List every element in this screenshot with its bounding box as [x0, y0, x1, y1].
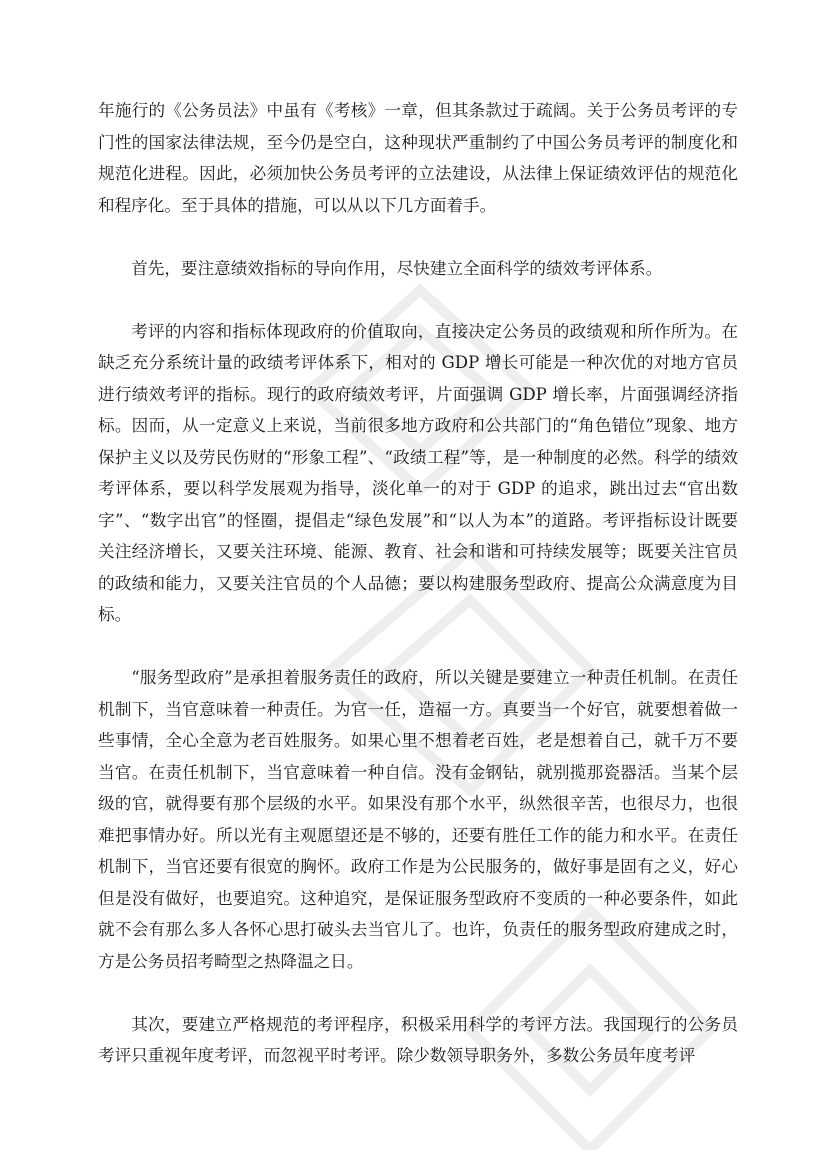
paragraph-evaluation-indicators: 考评的内容和指标体现政府的价值取向，直接决定公务员的政绩观和所作所为。在缺乏充分系统计量的政绩考评体系下，相对的 GDP 增长可能是一种次优的对地方官员进行绩效考评的指标。现行的政府绩效考评，片面强调 GDP 增长率，片面强调经济指标。因而，从一定意义上来说，当前很多地方政府和公共部门的“角色错位”现象、地方保护主义以及劳民伤财的“形象工程”、“政绩工程”等，是一种制度的必然。科学的绩效考评体系，要以科学发展观为指导，淡化单一的对于 GDP 的追求，跳出过去“官出数字”、“数字出官”的怪圈，提倡走“绿色发展”和“以人为本”的道路。考评指标设计既要关注经济增长，又要关注环境、能源、教育、社会和谐和可持续发展等；既要关注官员的政绩和能力，又要关注官员的个人品德；要以构建服务型政府、提高公众满意度为目标。 — [98, 321, 738, 624]
paragraph-second-measure: 其次，要建立严格规范的考评程序，积极采用科学的考评方法。我国现行的公务员考评只重视年度考评，而忽视平时考评。除少数领导职务外，多数公务员年度考评 — [98, 1014, 738, 1065]
paragraph-service-government: “服务型政府”是承担着服务责任的政府，所以关键是要建立一种责任机制。在责任机制下，当官意味着一种责任。为官一任，造福一方。真要当一个好官，就要想着做一些事情，全心全意为老百姓服务。如果心里不想着老百姓，老是想着自己，就千万不要当官。在责任机制下，当官意味着一种自信。没有金钢钻，就别揽那瓷器活。当某个层级的官，就得要有那个层级的水平。如果没有那个水平，纵然很辛苦，也很尽力，也很难把事情办好。所以光有主观愿望还是不够的，还要有胜任工作的能力和水平。在责任机制下，当官还要有很宽的胸怀。政府工作是为公民服务的，做好事是固有之义，好心但是没有做好，也要追究。这种追究，是保证服务型政府不变质的一种必要条件，如此就不会有那么多人各怀心思打破头去当官儿了。也许，负责任的服务型政府建成之时，方是公务员招考畸型之热降温之日。 — [98, 668, 738, 971]
paragraph-first-measure: 首先，要注意绩效指标的导向作用，尽快建立全面科学的绩效考评体系。 — [131, 258, 663, 278]
paragraph-continuation: 年施行的《公务员法》中虽有《考核》一章，但其条款过于疏阔。关于公务员考评的专门性的国家法律法规，至今仍是空白，这种现状严重制约了中国公务员考评的制度化和规范化进程。因此，必须加快公务员考评的立法建设，从法律上保证绩效评估的规范化和程序化。至于具体的措施，可以从以下几方面着手。 — [98, 101, 738, 215]
document-page — [98, 95, 738, 1072]
